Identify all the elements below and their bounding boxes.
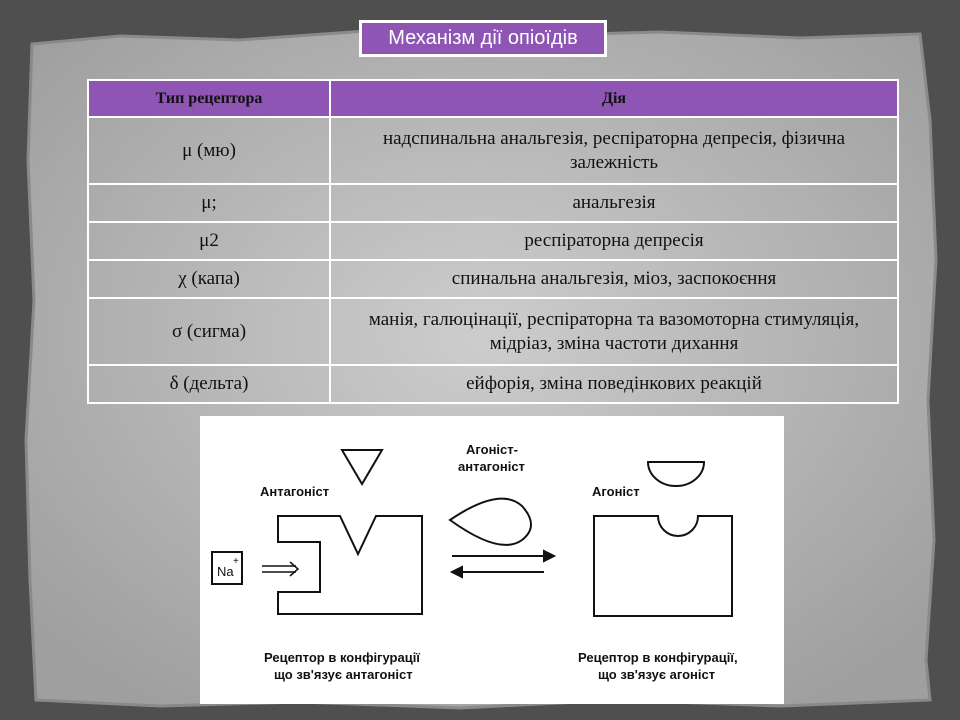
agonist-antagonist-label-line2: антагоніст — [458, 459, 525, 474]
table-row — [88, 260, 898, 298]
receptor-diagram — [200, 416, 784, 704]
right-caption-line2: що зв'язує агоніст — [598, 667, 716, 682]
table-row — [88, 222, 898, 260]
agonist-antagonist-label-line1: Агоніст- — [466, 442, 518, 457]
ion-arrow — [262, 566, 296, 572]
receptor-cell: χ (капа) — [88, 260, 330, 298]
antagonist-receptor-shape — [278, 516, 422, 614]
header-receptor-type: Тип рецептора — [88, 80, 330, 117]
action-cell: спинальна анальгезія, міоз, заспокоєння — [330, 260, 898, 298]
sodium-ion-label: Na — [217, 564, 234, 579]
table-row — [88, 365, 898, 403]
header-action: Дія — [330, 80, 898, 117]
table-row — [88, 298, 898, 365]
receptor-cell: μ; — [88, 184, 330, 222]
receptor-cell: δ (дельта) — [88, 365, 330, 403]
forward-arrow-head — [544, 551, 554, 561]
action-cell: анальгезія — [330, 184, 898, 222]
right-caption-line1: Рецептор в конфігурації, — [578, 650, 738, 665]
agonist-receptor-shape — [594, 516, 732, 616]
table-row — [88, 184, 898, 222]
action-cell: ейфорія, зміна поведінкових реакцій — [330, 365, 898, 403]
receptor-cell: μ (мю) — [88, 117, 330, 184]
agonist-shape — [648, 462, 704, 486]
antagonist-triangle — [342, 450, 382, 484]
antagonist-label: Антагоніст — [260, 484, 330, 499]
slide-title: Механізм дії опіоїдів — [359, 20, 607, 57]
agonist-label: Агоніст — [592, 484, 640, 499]
receptor-diagram-svg — [200, 416, 784, 704]
receptor-cell: μ2 — [88, 222, 330, 260]
receptor-cell: σ (сигма) — [88, 298, 330, 365]
left-caption-line2: що зв'язує антагоніст — [274, 667, 413, 682]
left-caption-line1: Рецептор в конфігурації — [264, 650, 420, 665]
table-row — [88, 117, 898, 184]
ion-arrow-head — [290, 562, 298, 576]
action-cell: манія, галюцінації, респіраторна та вазомоторна стимуляція, мідріаз, зміна частоти дихання — [330, 298, 898, 365]
action-cell: надспинальна анальгезія, респіраторна депресія, фізична залежність — [330, 117, 898, 184]
receptor-table — [87, 79, 899, 404]
sodium-ion-charge: + — [233, 556, 239, 567]
reverse-arrow-head — [452, 567, 462, 577]
table-header-row — [88, 80, 898, 117]
agonist-antagonist-shape — [450, 499, 531, 545]
action-cell: респіраторна депресія — [330, 222, 898, 260]
